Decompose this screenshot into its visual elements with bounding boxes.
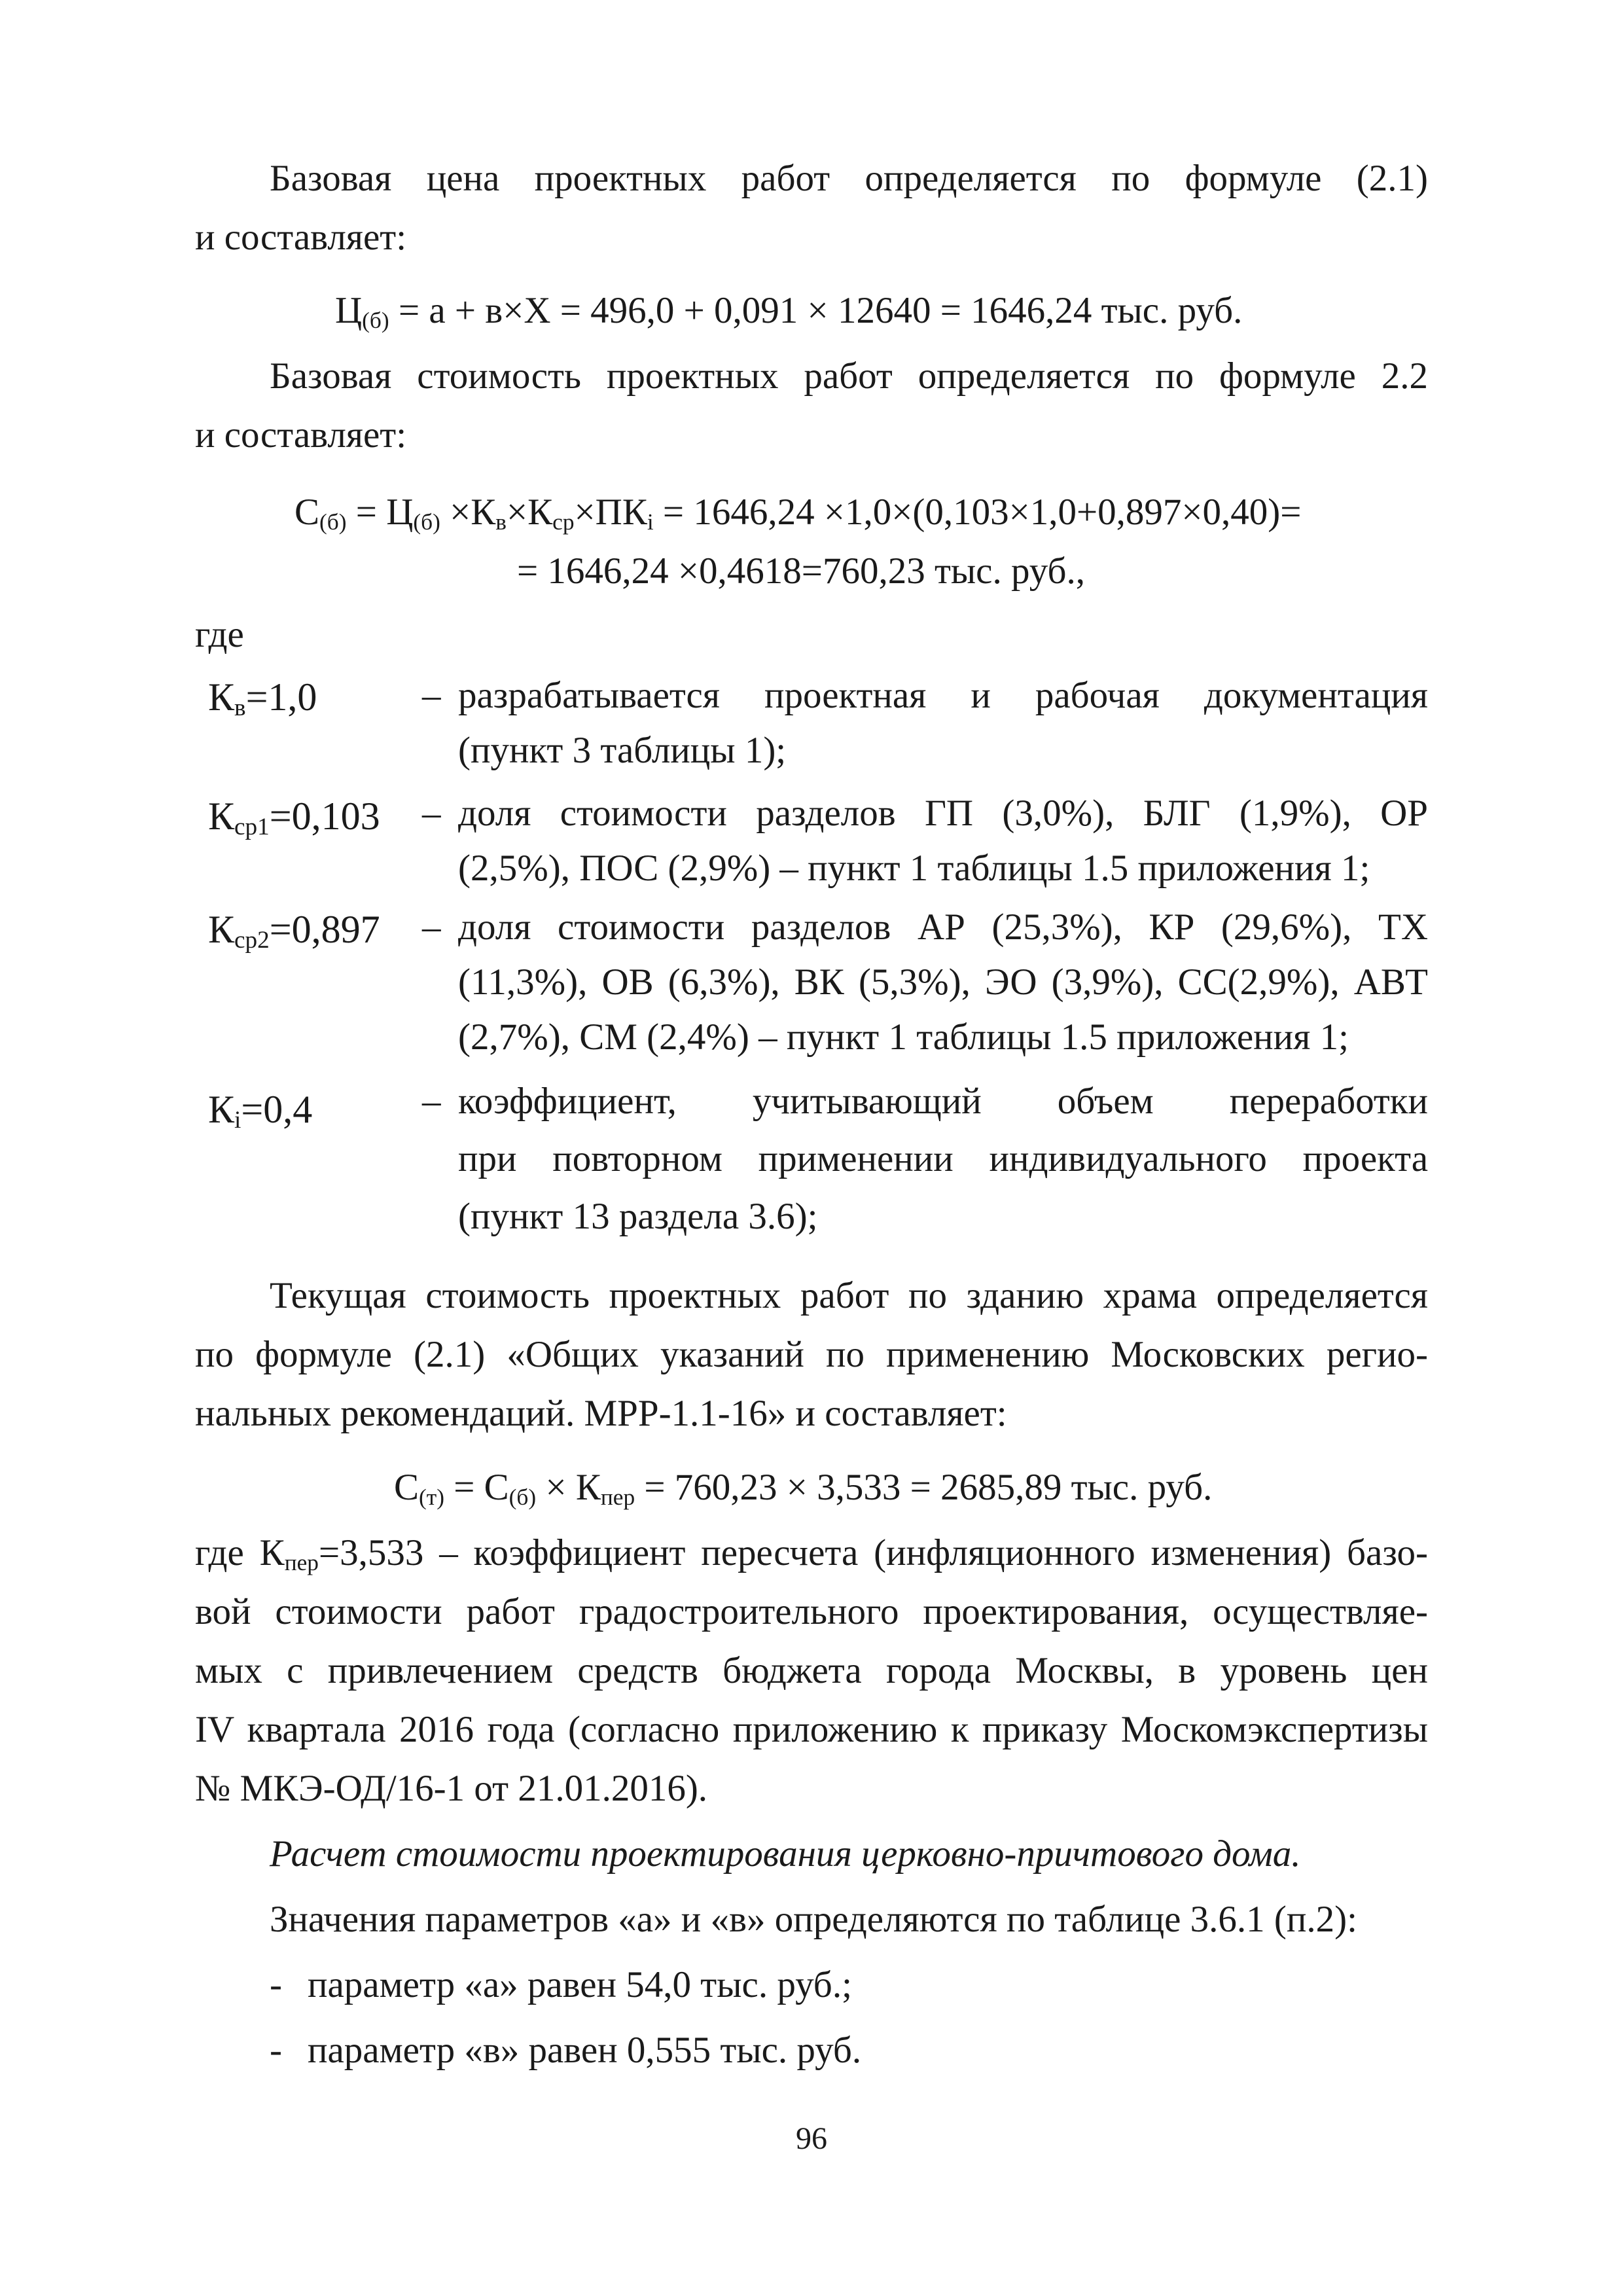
formula-base-cost: $С_{(б)} = Ц_{(б)} \times К_в\times К_{ср}\times ПК_i = 1646,24 \times 1,0\times(0,103\times 1,0+0,897\times 0,40)=$ (294, 492, 1302, 535)
formula-base-cost-continuation: = 1646,24 ×0,4618=760,23 тыс. руб., (517, 550, 1085, 592)
coefficient-description: при повторном применении индивидуального проекта (458, 1138, 1428, 1179)
formula-current-cost: $С_{(т)} = С_{(б)} \times К_{пер} = 760,23 \times 3,533 = 2685,89$ тыс. руб. (394, 1467, 1213, 1510)
paragraph-line: по формуле (2.1) «Общих указаний по применению Московских регио- (195, 1334, 1428, 1375)
coefficient-description: доля стоимости разделов АР (25,3%), КР (29,6%), ТХ (458, 906, 1428, 948)
where-label: где (195, 614, 244, 655)
paragraph-line: где $К_{пер}=3,533$ – коэффициент пересчета (инфляционного изменения) базо- (195, 1532, 1429, 1575)
dash: – (422, 793, 441, 834)
formula-base-price: $Ц_{(б)} = а + в\times Х = 496,0 + 0,091 \times 12640 = 1646,24$ тыс. руб. (335, 290, 1243, 333)
dash: – (422, 906, 441, 948)
paragraph-line: IV квартала 2016 года (согласно приложению к приказу Москомэкспертизы (195, 1709, 1428, 1750)
paragraph-line: вой стоимости работ градостроительного проектирования, осуществляе- (195, 1591, 1428, 1632)
paragraph-line: № МКЭ-ОД/16-1 от 21.01.2016). (195, 1768, 708, 1809)
section-heading: Расчет стоимости проектирования церковно-причтового дома. (270, 1833, 1301, 1874)
coefficient-description: разрабатывается проектная и рабочая документация (458, 675, 1428, 716)
bullet-marker: - (270, 2030, 282, 2071)
coefficient-description: (2,5%), ПОС (2,9%) – пункт 1 таблицы 1.5 приложения 1; (458, 848, 1370, 889)
coefficient-ki: $К_i=0,4$ (208, 1088, 313, 1134)
paragraph-line: и составляет: (195, 414, 407, 456)
coefficient-description: доля стоимости разделов ГП (3,0%), БЛГ (1,9%), ОР (458, 793, 1428, 834)
coefficient-description: коэффициент, учитывающий объем переработки (458, 1081, 1428, 1122)
paragraph-line: нальных рекомендаций. МРР-1.1-16» и составляет: (195, 1393, 1007, 1434)
coefficient-ksr2: $К_{ср2}=0,897$ (208, 908, 380, 954)
coefficient-kv: $К_в=1,0$ (208, 675, 317, 722)
dash: – (422, 675, 441, 716)
bullet-item: параметр «в» равен 0,555 тыс. руб. (308, 2030, 862, 2071)
bullet-item: параметр «а» равен 54,0 тыс. руб.; (308, 1964, 852, 2005)
coefficient-ksr1: $К_{ср1}=0,103$ (208, 795, 380, 841)
coefficient-description: (пункт 3 таблицы 1); (458, 730, 787, 771)
page-number: 96 (796, 2121, 827, 2156)
bullet-marker: - (270, 1964, 282, 2005)
paragraph-line: и составляет: (195, 217, 407, 258)
dash: – (422, 1081, 441, 1122)
paragraph-line: Базовая стоимость проектных работ определяется по формуле 2.2 (270, 355, 1428, 397)
paragraph-line: Значения параметров «а» и «в» определяются по таблице 3.6.1 (п.2): (270, 1899, 1357, 1940)
coefficient-description: (пункт 13 раздела 3.6); (458, 1196, 818, 1237)
paragraph-line: Текущая стоимость проектных работ по зданию храма определяется (270, 1275, 1428, 1316)
coefficient-description: (2,7%), СМ (2,4%) – пункт 1 таблицы 1.5 приложения 1; (458, 1016, 1349, 1058)
coefficient-description: (11,3%), ОВ (6,3%), ВК (5,3%), ЭО (3,9%), СС(2,9%), АВТ (458, 961, 1428, 1003)
paragraph-line: Базовая цена проектных работ определяется по формуле (2.1) (270, 158, 1428, 199)
paragraph-line: мых с привлечением средств бюджета города Москвы, в уровень цен (195, 1650, 1428, 1691)
